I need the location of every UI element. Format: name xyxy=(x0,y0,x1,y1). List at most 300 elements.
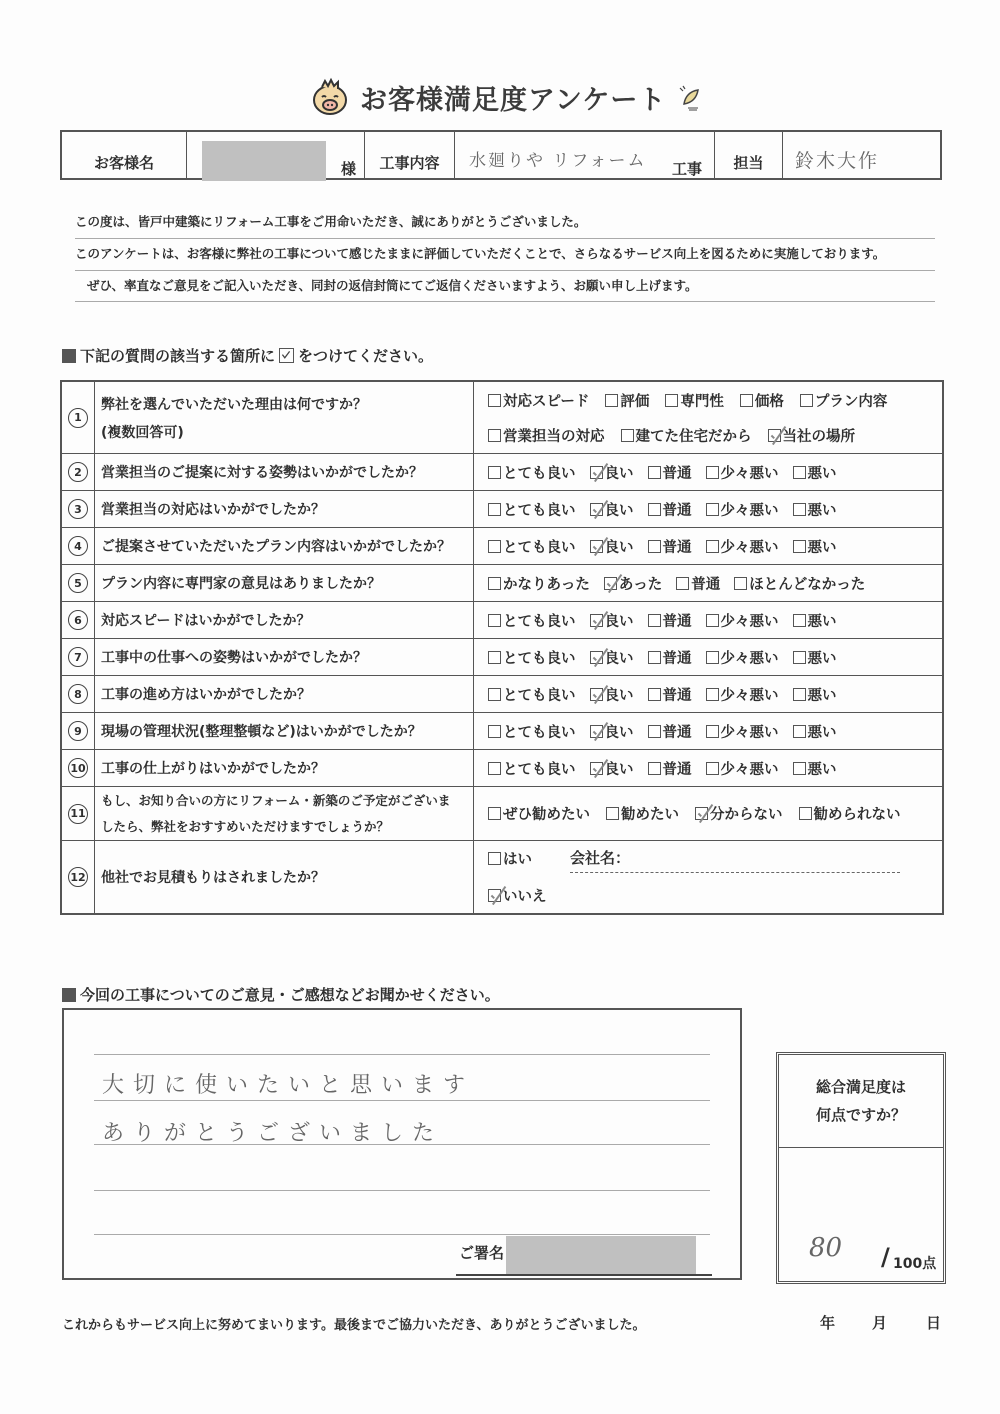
answer-options-cell xyxy=(474,602,942,638)
checkbox[interactable] xyxy=(706,614,719,627)
checkbox[interactable] xyxy=(706,762,719,775)
answer-option[interactable] xyxy=(648,684,692,705)
answer-option[interactable] xyxy=(740,390,784,411)
answer-option-label: 普通 xyxy=(662,650,692,667)
answer-option-label: 悪い xyxy=(807,502,837,519)
question-text-cell xyxy=(95,454,474,490)
staff-value: 鈴木大作 xyxy=(795,150,880,172)
question-number: 9 xyxy=(68,721,88,741)
answer-option-label: 対応スピード xyxy=(503,393,590,410)
answer-option-label: 良い xyxy=(604,650,634,667)
answer-option[interactable] xyxy=(488,610,576,631)
checkbox[interactable] xyxy=(648,503,661,516)
question-number: 1 xyxy=(68,408,88,428)
answer-option[interactable] xyxy=(648,499,692,520)
option-line xyxy=(488,684,942,705)
checkbox[interactable] xyxy=(740,394,753,407)
question-number: 7 xyxy=(68,647,88,667)
option-line xyxy=(488,425,942,446)
closing-message: これからもサービス向上に努めてまいります。最後までご協力いただき、ありがとうございました。 xyxy=(62,1318,646,1333)
question-number: 2 xyxy=(68,462,88,482)
answer-option-label: 普通 xyxy=(662,724,692,741)
answer-option-label: あった xyxy=(618,576,663,593)
answer-option-label: 悪い xyxy=(807,613,837,630)
question-number-cell xyxy=(62,787,95,840)
checkbox[interactable] xyxy=(488,577,501,590)
checkbox-checked[interactable] xyxy=(590,466,603,479)
answer-options-cell xyxy=(474,750,942,786)
question-text-line-2: (複数回答可) xyxy=(101,424,184,441)
option-line xyxy=(488,573,942,594)
question-text-cell xyxy=(95,676,474,712)
question-text-cell xyxy=(95,750,474,786)
checkbox[interactable] xyxy=(706,540,719,553)
answer-option-label: 勧めたい xyxy=(621,807,679,823)
checkbox[interactable] xyxy=(800,394,813,407)
option-line xyxy=(488,885,942,906)
survey-title: お客様満足度アンケート xyxy=(360,84,667,116)
checkbox[interactable] xyxy=(648,688,661,701)
checkbox[interactable] xyxy=(793,540,806,553)
questions-table xyxy=(60,380,944,915)
question-text: もし、お知り合いの方にリフォーム・新築のご予定がございま xyxy=(101,792,451,808)
answer-options-cell xyxy=(474,676,942,712)
answer-option[interactable] xyxy=(706,610,779,631)
checkmark-box-icon xyxy=(279,348,294,363)
question-text: ご提案させていただいたプラン内容はいかがでしたか？ xyxy=(101,539,451,555)
customer-name-field[interactable] xyxy=(187,132,365,178)
answer-option[interactable] xyxy=(488,573,590,594)
checkbox-checked[interactable] xyxy=(488,889,501,902)
answer-option-label: とても良い xyxy=(503,650,576,667)
answer-option-label: 普通 xyxy=(662,539,692,556)
comment-text-line-1: 大切に使いたいと思います xyxy=(102,1073,475,1098)
checkbox[interactable] xyxy=(793,725,806,738)
question-text-cell xyxy=(95,528,474,564)
checkbox[interactable] xyxy=(606,807,619,820)
answer-option[interactable] xyxy=(648,721,692,742)
option-line xyxy=(488,803,942,824)
answer-option[interactable] xyxy=(768,425,856,446)
answer-option[interactable] xyxy=(488,758,576,779)
score-max: 100点 xyxy=(893,1256,937,1272)
question-number-cell xyxy=(62,750,95,786)
work-content-value: 水廻りや リフォーム xyxy=(469,151,647,171)
checkbox[interactable] xyxy=(665,394,678,407)
answer-option-label: 少々悪い xyxy=(720,650,779,667)
question-number: 3 xyxy=(68,499,88,519)
customer-name-redacted xyxy=(202,141,326,181)
checkbox[interactable] xyxy=(793,503,806,516)
checkbox[interactable] xyxy=(793,466,806,479)
question-text: 弊社を選んでいただいた理由は何ですか？ xyxy=(101,396,367,413)
checkbox-checked[interactable] xyxy=(590,503,603,516)
question-row xyxy=(62,713,942,750)
checkbox[interactable] xyxy=(488,394,501,407)
answer-option[interactable] xyxy=(488,647,576,668)
question-text: 営業担当の対応はいかがでしたか？ xyxy=(101,502,325,518)
checkbox[interactable] xyxy=(648,614,661,627)
answer-option-label: 勧められない xyxy=(813,807,901,823)
answer-option[interactable] xyxy=(590,721,634,742)
answer-option[interactable] xyxy=(488,425,605,446)
answer-option[interactable] xyxy=(488,536,576,557)
company-name-label: 会社名： xyxy=(570,849,631,867)
answer-option-label: 少々悪い xyxy=(720,687,779,704)
answer-option[interactable] xyxy=(488,803,590,824)
question-number-cell xyxy=(62,841,95,913)
answer-option[interactable] xyxy=(488,462,576,483)
question-text: 営業担当のご提案に対する姿勢はいかがでしたか？ xyxy=(101,465,423,481)
comment-text-line-2: ありがとうございました xyxy=(102,1121,444,1146)
answer-option[interactable] xyxy=(648,462,692,483)
answer-option[interactable] xyxy=(706,462,779,483)
section-bullet-icon xyxy=(62,349,76,363)
question-number: 6 xyxy=(68,610,88,630)
answer-option[interactable] xyxy=(648,758,692,779)
answer-option[interactable] xyxy=(648,647,692,668)
checkbox[interactable] xyxy=(793,762,806,775)
question-text-cell xyxy=(95,382,474,453)
answer-option[interactable] xyxy=(590,499,634,520)
comment-box[interactable] xyxy=(62,1008,742,1280)
answer-option-label: 価格 xyxy=(754,393,784,410)
answer-option-label: 普通 xyxy=(662,465,692,482)
question-text-cell xyxy=(95,491,474,527)
answer-options-cell xyxy=(474,491,942,527)
checkbox[interactable] xyxy=(488,688,501,701)
option-line xyxy=(488,610,942,631)
question-text: 他社でお見積もりはされましたか？ xyxy=(101,870,325,886)
question-number: 8 xyxy=(68,684,88,704)
answer-option[interactable] xyxy=(800,390,888,411)
answer-option[interactable] xyxy=(793,758,837,779)
question-number: 11 xyxy=(68,804,88,824)
answer-option-label: 普通 xyxy=(662,687,692,704)
checkbox[interactable] xyxy=(706,725,719,738)
answer-option[interactable] xyxy=(706,684,779,705)
answer-option[interactable] xyxy=(590,758,634,779)
answer-option[interactable] xyxy=(590,647,634,668)
answer-option[interactable] xyxy=(793,721,837,742)
question-text-cell xyxy=(95,639,474,675)
answer-option[interactable] xyxy=(706,536,779,557)
answer-option[interactable] xyxy=(590,462,634,483)
answer-option-label: かなりあった xyxy=(503,576,590,593)
answer-option-label: とても良い xyxy=(503,502,576,519)
question-row xyxy=(62,639,942,676)
checkbox[interactable] xyxy=(488,429,501,442)
checkbox-checked[interactable] xyxy=(590,688,603,701)
signature-label: ご署名 xyxy=(459,1244,505,1262)
section1-suffix: をつけてください。 xyxy=(298,347,434,365)
answer-options-cell xyxy=(474,787,942,840)
date-month-label: 月 xyxy=(872,1314,888,1332)
question-row xyxy=(62,528,942,565)
question-text: 対応スピードはいかがでしたか？ xyxy=(101,613,311,629)
question-number-cell xyxy=(62,602,95,638)
work-suffix-label: 工事 xyxy=(671,160,702,178)
question-number-cell xyxy=(62,565,95,601)
signature-line[interactable] xyxy=(456,1274,712,1276)
question-number-cell xyxy=(62,491,95,527)
checkbox[interactable] xyxy=(676,577,689,590)
answer-option[interactable] xyxy=(706,647,779,668)
answer-option[interactable] xyxy=(665,390,724,411)
question-text: 工事の進め方はいかがでしたか？ xyxy=(101,687,311,703)
question-text-cell xyxy=(95,565,474,601)
date-year-label: 年 xyxy=(820,1314,836,1332)
checkbox-checked[interactable] xyxy=(768,429,781,442)
question-number: 5 xyxy=(68,573,88,593)
staff-label: 担当 xyxy=(715,132,783,178)
question-text: プラン内容に専門家の意見はありましたか？ xyxy=(101,576,381,592)
checkbox[interactable] xyxy=(488,807,501,820)
question-number-cell xyxy=(62,713,95,749)
question-row xyxy=(62,787,942,841)
answer-option[interactable] xyxy=(793,499,837,520)
question-number: 10 xyxy=(68,758,88,778)
question-number-cell xyxy=(62,528,95,564)
score-value[interactable]: 80 xyxy=(809,1233,843,1263)
answer-option-label: 少々悪い xyxy=(720,539,779,556)
section-bullet-icon xyxy=(62,988,76,1002)
checkbox[interactable] xyxy=(605,394,618,407)
question-number-cell xyxy=(62,382,95,453)
checkbox[interactable] xyxy=(488,725,501,738)
answer-option[interactable] xyxy=(590,610,634,631)
question-text-cell xyxy=(95,713,474,749)
question-number: 12 xyxy=(68,867,88,887)
question-row xyxy=(62,382,942,454)
question-text-cell xyxy=(95,841,474,913)
answer-option[interactable] xyxy=(590,536,634,557)
question-row xyxy=(62,491,942,528)
question-row xyxy=(62,841,942,913)
checkbox[interactable] xyxy=(793,614,806,627)
answer-options-cell xyxy=(474,639,942,675)
question-row xyxy=(62,454,942,491)
option-line xyxy=(488,499,942,520)
checkbox[interactable] xyxy=(706,503,719,516)
answer-option[interactable] xyxy=(793,462,837,483)
work-content-label: 工事内容 xyxy=(365,132,455,178)
checkbox[interactable] xyxy=(734,577,747,590)
checkbox[interactable] xyxy=(793,688,806,701)
checkbox[interactable] xyxy=(621,429,634,442)
score-slash: / xyxy=(881,1243,890,1271)
answer-option-label: 悪い xyxy=(807,650,837,667)
answer-option-label: はい xyxy=(503,852,532,868)
answer-option-label: 良い xyxy=(604,465,634,482)
checkbox-checked[interactable] xyxy=(590,651,603,664)
question-number-cell xyxy=(62,639,95,675)
comment-rule-line xyxy=(94,1054,710,1055)
answer-option-label: 普通 xyxy=(662,502,692,519)
company-name-field[interactable] xyxy=(570,847,900,873)
answer-option-label: とても良い xyxy=(503,465,576,482)
date-day-label: 日 xyxy=(926,1314,942,1332)
answer-option-label: 悪い xyxy=(807,761,837,778)
checkbox[interactable] xyxy=(488,651,501,664)
answer-option-label: 少々悪い xyxy=(720,502,779,519)
option-line xyxy=(488,647,942,668)
answer-option-label: 少々悪い xyxy=(720,465,779,482)
question-row xyxy=(62,602,942,639)
answer-option-label: 良い xyxy=(604,502,634,519)
answer-option[interactable] xyxy=(621,425,752,446)
intro-line-3: ぜひ、率直なご意見をご記入いただき、同封の返信封筒にてご返信くださいますよう、お願い申し上げます。 xyxy=(75,270,935,302)
answer-option[interactable] xyxy=(604,573,662,594)
question-number-cell xyxy=(62,454,95,490)
answer-option-label: 良い xyxy=(604,613,634,630)
answer-option[interactable] xyxy=(706,758,779,779)
answer-options-cell xyxy=(474,528,942,564)
comment-rule-line xyxy=(94,1234,710,1235)
answer-option-label: 良い xyxy=(604,724,634,741)
checkbox-checked[interactable] xyxy=(590,614,603,627)
answer-option-label: とても良い xyxy=(503,761,576,778)
question-text-line-2: したら、弊社をおすすめいただけますでしょうか？ xyxy=(101,818,390,834)
question-text-cell xyxy=(95,787,474,840)
checkbox[interactable] xyxy=(799,807,812,820)
question-number: 4 xyxy=(68,536,88,556)
checkbox[interactable] xyxy=(648,762,661,775)
checkbox[interactable] xyxy=(706,651,719,664)
checkbox[interactable] xyxy=(488,762,501,775)
question-text: 現場の管理状況(整理整頓など)はいかがでしたか？ xyxy=(101,724,422,740)
comment-rule-line xyxy=(94,1100,710,1101)
question-row xyxy=(62,676,942,713)
option-line xyxy=(488,721,942,742)
answer-option-label: ほとんどなかった xyxy=(749,576,866,593)
answer-option[interactable] xyxy=(488,885,547,906)
checkbox-checked[interactable] xyxy=(695,807,708,820)
score-question-line-2: 何点ですか？ xyxy=(815,1106,906,1124)
answer-option[interactable] xyxy=(488,390,589,411)
checkbox[interactable] xyxy=(648,651,661,664)
answer-option-label: 分からない xyxy=(710,807,783,823)
answer-option[interactable] xyxy=(695,803,783,824)
checkbox[interactable] xyxy=(793,651,806,664)
answer-option-label: 良い xyxy=(604,687,634,704)
overall-score-box xyxy=(776,1052,946,1284)
survey-title-bar xyxy=(310,72,706,122)
answer-option[interactable] xyxy=(648,610,692,631)
answer-option-label: 悪い xyxy=(807,539,837,556)
answer-option-label: 営業担当の対応 xyxy=(503,428,605,445)
answer-option-label: 普通 xyxy=(662,761,692,778)
staff-field[interactable] xyxy=(783,132,940,178)
answer-option[interactable] xyxy=(488,499,576,520)
answer-option[interactable] xyxy=(488,721,576,742)
question-text: 工事中の仕事への姿勢はいかがでしたか？ xyxy=(101,650,367,666)
answer-option-label: とても良い xyxy=(503,613,576,630)
checkbox[interactable] xyxy=(648,540,661,553)
answer-option-label: 専門性 xyxy=(680,393,724,410)
intro-line-1: この度は、皆戸中建築にリフォーム工事をご用命いただき、誠にありがとうございました。 xyxy=(75,206,935,239)
answer-options-cell xyxy=(474,713,942,749)
answer-option[interactable] xyxy=(488,848,532,869)
answer-option[interactable] xyxy=(605,390,649,411)
score-question xyxy=(779,1055,943,1148)
answer-option-label: 悪い xyxy=(807,687,837,704)
answer-option-label: 悪い xyxy=(807,465,837,482)
question-text-cell xyxy=(95,602,474,638)
answer-option-label: 少々悪い xyxy=(720,761,779,778)
checkbox-checked[interactable] xyxy=(590,762,603,775)
answer-options-cell xyxy=(474,454,942,490)
checkbox[interactable] xyxy=(488,614,501,627)
answer-option-label: とても良い xyxy=(503,724,576,741)
answer-option[interactable] xyxy=(734,573,865,594)
answer-option[interactable] xyxy=(676,573,720,594)
score-question-line-1: 総合満足度は xyxy=(815,1078,906,1096)
answer-option-label: 少々悪い xyxy=(720,724,779,741)
checkbox-checked[interactable] xyxy=(590,725,603,738)
checkbox-checked[interactable] xyxy=(590,540,603,553)
answer-option[interactable] xyxy=(799,803,901,824)
answer-option-label: 良い xyxy=(604,761,634,778)
checkbox[interactable] xyxy=(706,466,719,479)
answer-option-label: 普通 xyxy=(662,613,692,630)
answer-option[interactable] xyxy=(706,499,779,520)
answer-option-label: とても良い xyxy=(503,539,576,556)
answer-option[interactable] xyxy=(606,803,679,824)
questions-section-header xyxy=(62,345,433,366)
answer-option-label: いいえ xyxy=(503,889,547,905)
checkbox[interactable] xyxy=(488,852,501,865)
checkbox[interactable] xyxy=(648,725,661,738)
checkbox[interactable] xyxy=(648,466,661,479)
checkbox[interactable] xyxy=(706,688,719,701)
checkbox-checked[interactable] xyxy=(604,577,617,590)
section2-title: 今回の工事についてのご意見・ご感想などお聞かせください。 xyxy=(80,986,500,1004)
question-number-cell xyxy=(62,676,95,712)
answer-option-label: プラン内容 xyxy=(814,393,888,410)
option-line xyxy=(488,390,942,411)
comments-section-header xyxy=(62,984,500,1005)
answer-option[interactable] xyxy=(793,610,837,631)
answer-option[interactable] xyxy=(648,536,692,557)
answer-option[interactable] xyxy=(793,647,837,668)
answer-options-cell xyxy=(474,565,942,601)
question-text: 工事の仕上がりはいかがでしたか？ xyxy=(101,761,325,777)
checkbox[interactable] xyxy=(488,540,501,553)
answer-option[interactable] xyxy=(793,536,837,557)
section1-prefix: 下記の質問の該当する箇所に xyxy=(80,347,276,365)
intro-line-2: このアンケートは、お客様に弊社の工事について感じたままに評価していただくことで、さらなるサービス向上を図るために実施しております。 xyxy=(75,238,935,271)
answer-option[interactable] xyxy=(590,684,634,705)
answer-options-cell xyxy=(474,841,942,913)
comment-rule-line xyxy=(94,1144,710,1145)
leaf-decoration-icon xyxy=(676,82,706,112)
option-line xyxy=(488,536,942,557)
answer-option[interactable] xyxy=(706,721,779,742)
answer-option[interactable] xyxy=(793,684,837,705)
answer-option-label: 評価 xyxy=(620,393,650,410)
answer-option-label: 良い xyxy=(604,539,634,556)
question-row xyxy=(62,750,942,787)
answer-option-label: 当社の場所 xyxy=(782,428,855,445)
checkbox[interactable] xyxy=(488,466,501,479)
answer-option[interactable] xyxy=(488,684,576,705)
comment-rule-line xyxy=(94,1190,710,1191)
answer-option-label: 悪い xyxy=(807,724,837,741)
answer-option-label: 少々悪い xyxy=(720,613,779,630)
work-content-field[interactable] xyxy=(455,132,715,178)
checkbox[interactable] xyxy=(488,503,501,516)
